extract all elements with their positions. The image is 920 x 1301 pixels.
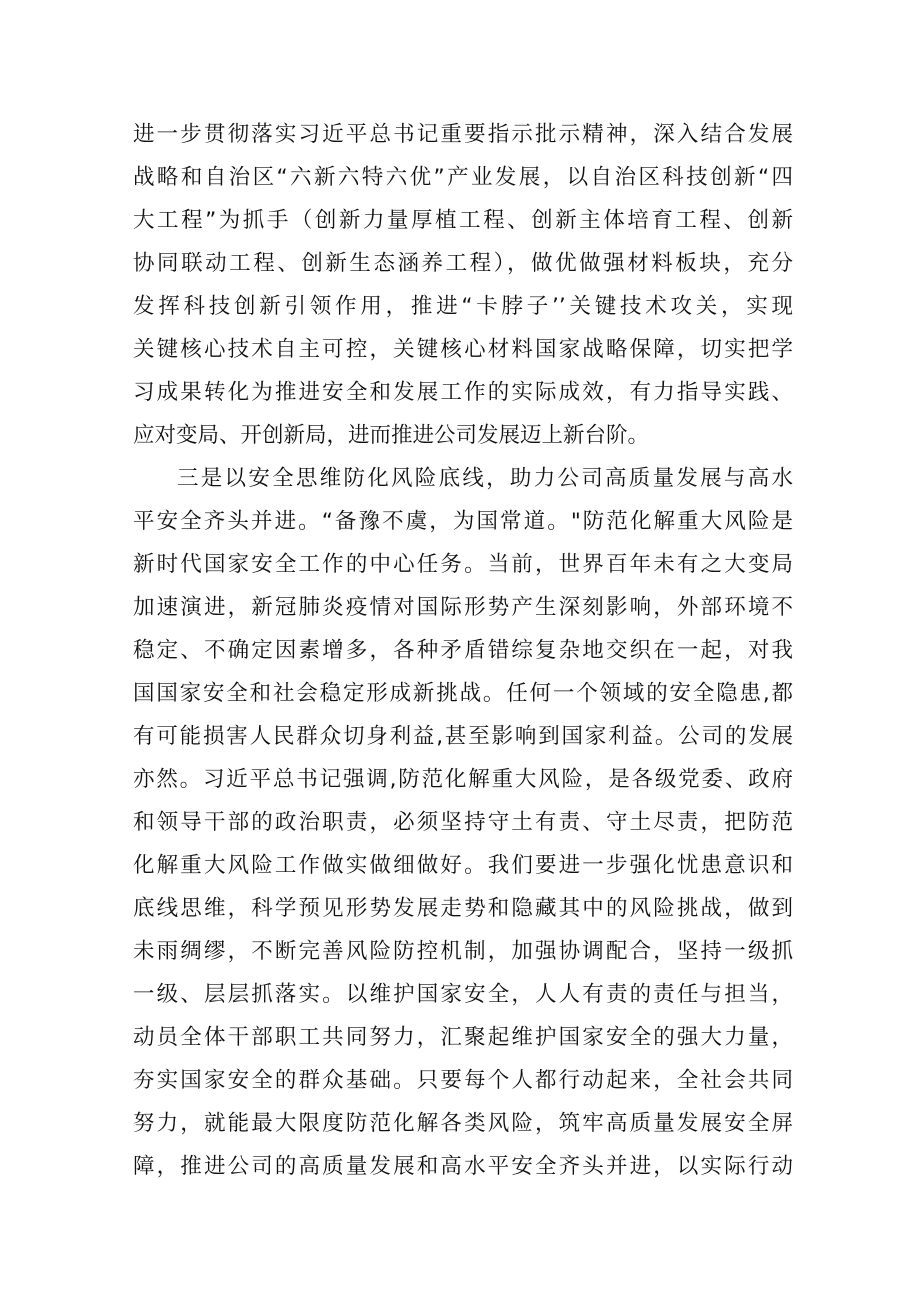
text-line: 未雨绸缪，不断完善风险防控机制，加强协调配合，坚持一级抓 <box>133 939 793 964</box>
text-line: 战略和自治区“六新六特六优”产业发展，以自治区科技创新“四 <box>133 165 793 190</box>
text-line: 新时代国家安全工作的中心任务。当前，世界百年未有之大变局 <box>133 552 793 577</box>
text-line: 障，推进公司的高质量发展和高水平安全齐头并进，以实际行动 <box>133 1154 793 1179</box>
text-line: 稳定、不确定因素增多，各种矛盾错综复杂地交织在一起，对我 <box>133 638 793 663</box>
text-line: 国国家安全和社会稳定形成新挑战。任何一个领域的安全隐患,都 <box>133 681 793 706</box>
text-line: 底线思维，科学预见形势发展走势和隐藏其中的风险挑战，做到 <box>133 896 793 921</box>
text-line: 应对变局、开创新局，进而推进公司发展迈上新台阶。 <box>133 423 650 448</box>
text-line: 动员全体干部职工共同努力，汇聚起维护国家安全的强大力量， <box>133 1025 793 1050</box>
text-line: 一级、层层抓落实。以维护国家安全，人人有责的责任与担当， <box>133 982 793 1007</box>
text-line: 发挥科技创新引领作用，推进“卡脖子’’关键技术攻关，实现 <box>133 294 793 319</box>
text-line: 有可能损害人民群众切身利益,甚至影响到国家利益。公司的发展 <box>133 724 793 749</box>
text-line: 大工程”为抓手（创新力量厚植工程、创新主体培育工程、创新 <box>133 208 793 233</box>
text-line: 亦然。习近平总书记强调,防范化解重大风险，是各级党委、政府 <box>133 767 793 792</box>
text-line: 协同联动工程、创新生态涵养工程），做优做强材料板块，充分 <box>133 251 793 276</box>
text-line: 平安全齐头并进。“备豫不虞，为国常道。"防范化解重大风险是 <box>133 509 793 534</box>
text-line: 夯实国家安全的群众基础。只要每个人都行动起来，全社会共同 <box>133 1068 793 1093</box>
document-body <box>133 118 793 1193</box>
text-line: 加速演进，新冠肺炎疫情对国际形势产生深刻影响，外部环境不 <box>133 595 793 620</box>
text-line: 关键核心技术自主可控，关键核心材料国家战略保障，切实把学 <box>133 337 793 362</box>
text-line: 进一步贯彻落实习近平总书记重要指示批示精神，深入结合发展 <box>133 122 793 147</box>
text-line: 和领导干部的政治职责，必须坚持守土有责、守土尽责，把防范 <box>133 810 793 835</box>
text-line: 努力，就能最大限度防范化解各类风险，筑牢高质量发展安全屏 <box>133 1111 793 1136</box>
paragraph-first-line: 三是以安全思维防化风险底线，助力公司高质量发展与高水 <box>177 466 793 491</box>
text-line: 习成果转化为推进安全和发展工作的实际成效，有力指导实践、 <box>133 380 793 405</box>
text-line: 化解重大风险工作做实做细做好。我们要进一步强化忧患意识和 <box>133 853 793 878</box>
